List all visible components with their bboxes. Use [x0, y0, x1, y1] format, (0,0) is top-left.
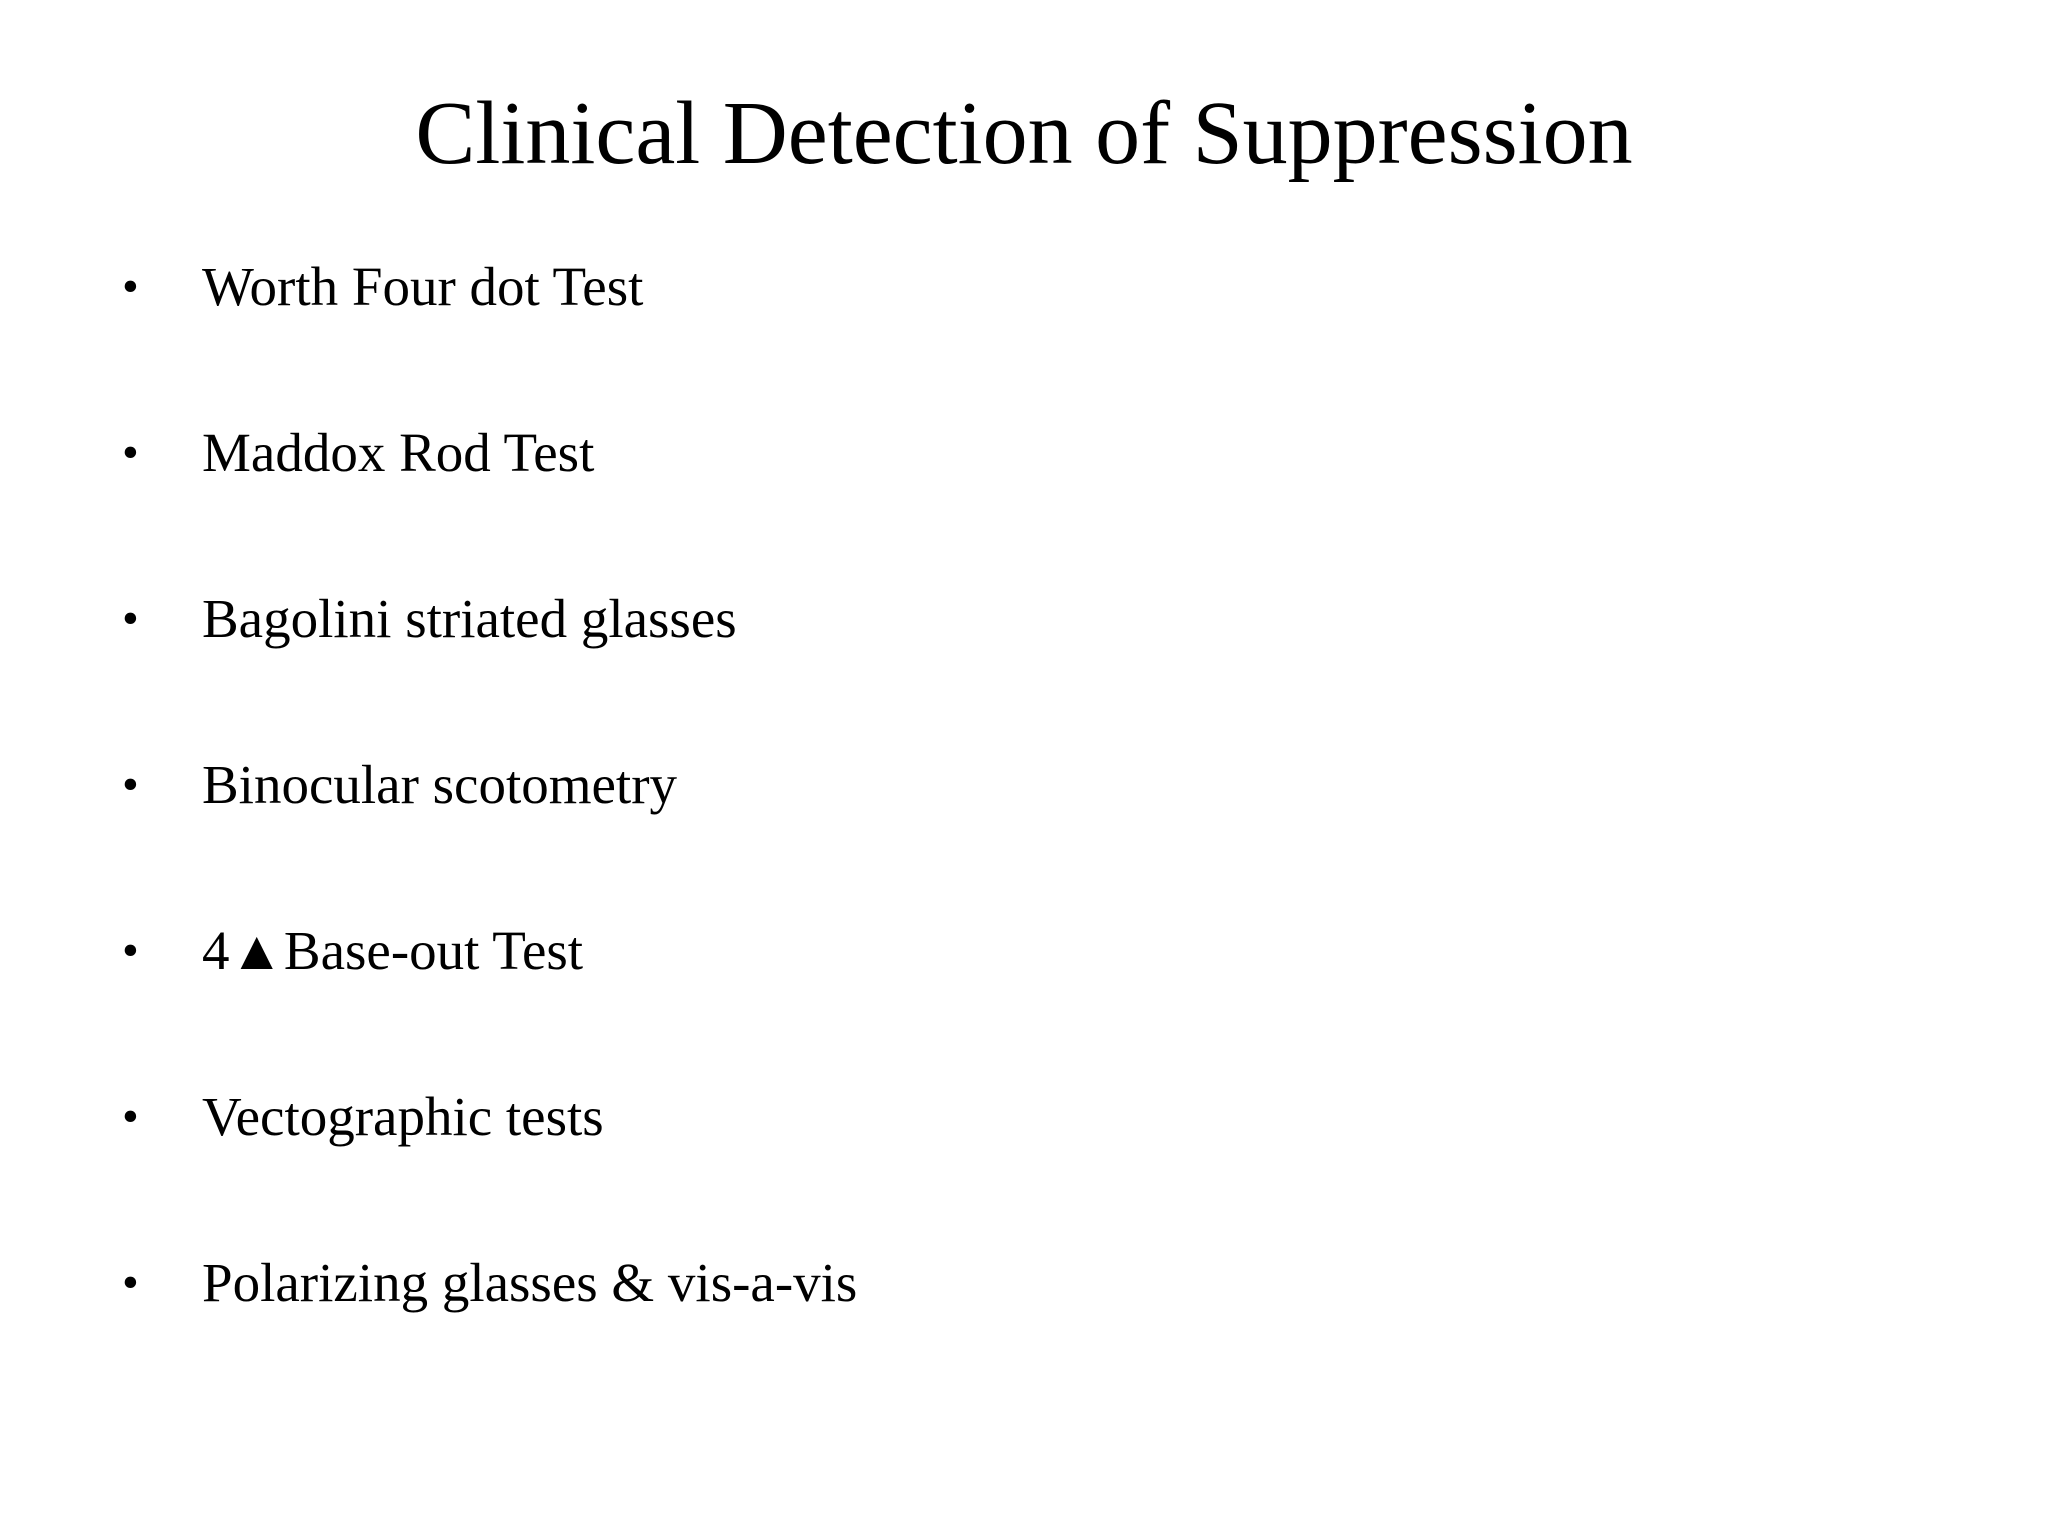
bullet-text: Bagolini striated glasses: [202, 588, 737, 649]
list-item: [0, 911, 1400, 991]
bullet-text: Worth Four dot Test: [202, 256, 644, 317]
bullet-text: Vectographic tests: [202, 1086, 604, 1147]
bullet-text: 4▲Base-out Test: [202, 920, 584, 981]
list-item: [0, 1243, 1400, 1323]
list-item: [0, 579, 1400, 659]
bullet-icon: •: [122, 426, 139, 479]
list-item: [0, 745, 1400, 825]
list-item: [0, 413, 1400, 493]
list-item: [0, 247, 1400, 327]
bullet-text: Polarizing glasses & vis-a-vis: [202, 1252, 858, 1313]
bullet-icon: •: [122, 592, 139, 645]
bullet-icon: •: [122, 1256, 139, 1309]
bullet-icon: •: [122, 924, 139, 977]
bullet-icon: •: [122, 758, 139, 811]
slide-title: Clinical Detection of Suppression: [415, 84, 1633, 183]
bullet-icon: •: [122, 1090, 139, 1143]
bullet-text: Maddox Rod Test: [202, 422, 595, 483]
list-item: [0, 1077, 1400, 1157]
bullet-icon: •: [122, 260, 139, 313]
bullet-text: Binocular scotometry: [202, 754, 678, 815]
